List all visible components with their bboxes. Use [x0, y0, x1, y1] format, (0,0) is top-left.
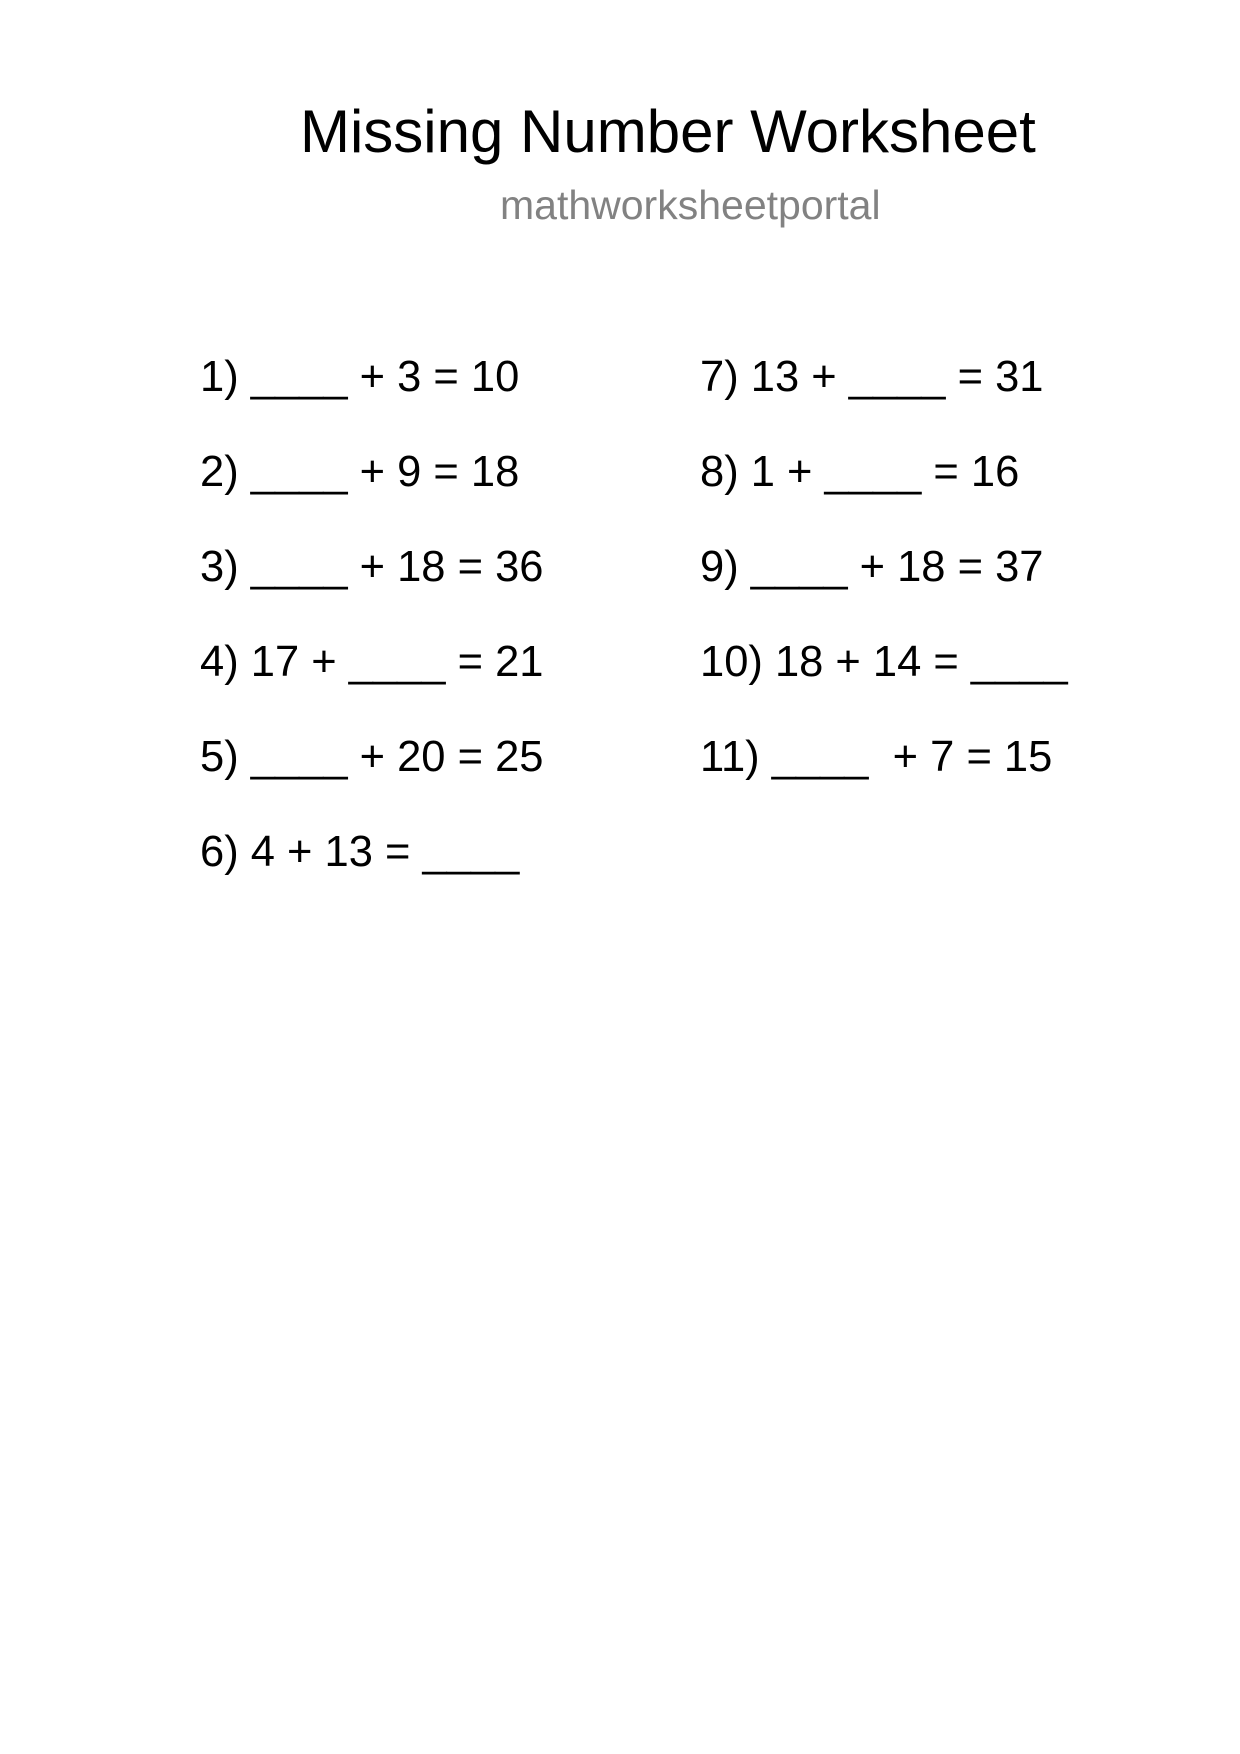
problem-10: 10) 18 + 14 = ____ [700, 638, 1068, 686]
problem-11: 11) ____ + 7 = 15 [700, 733, 1053, 781]
problem-1: 1) ____ + 3 = 10 [200, 353, 520, 401]
problem-6: 6) 4 + 13 = ____ [200, 828, 520, 876]
problem-4: 4) 17 + ____ = 21 [200, 638, 544, 686]
problem-3: 3) ____ + 18 = 36 [200, 543, 544, 591]
worksheet-title: Missing Number Worksheet [300, 98, 1036, 165]
problem-7: 7) 13 + ____ = 31 [700, 353, 1044, 401]
problem-8: 8) 1 + ____ = 16 [700, 448, 1020, 496]
worksheet-subtitle: mathworksheetportal [500, 182, 881, 228]
problem-9: 9) ____ + 18 = 37 [700, 543, 1044, 591]
problem-5: 5) ____ + 20 = 25 [200, 733, 544, 781]
problem-2: 2) ____ + 9 = 18 [200, 448, 520, 496]
